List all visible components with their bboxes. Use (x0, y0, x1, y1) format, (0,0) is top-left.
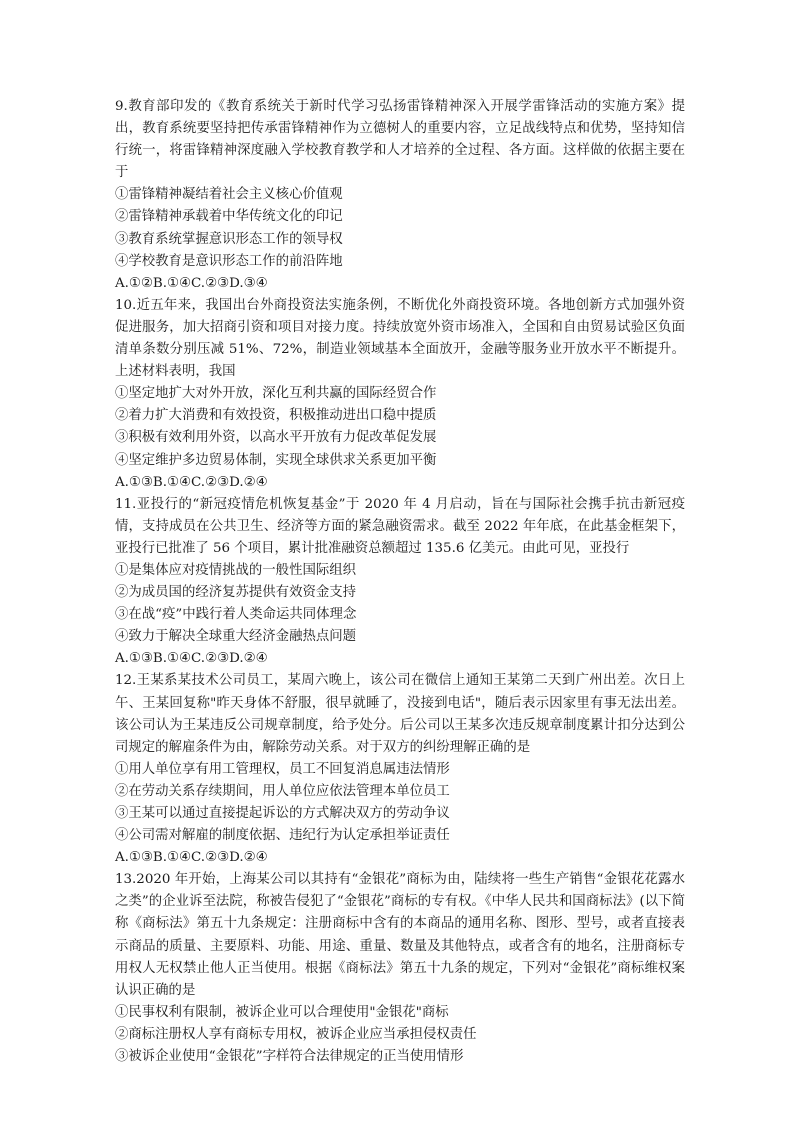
answer-choices: A.①③B.①④C.②③D.②④ (115, 651, 268, 667)
option: ④学校教育是意识形态工作的前沿阵地 (115, 253, 343, 269)
option: ③被诉企业使用“金银花”字样符合法律规定的正当使用情形 (115, 1049, 464, 1065)
question-12 (115, 670, 685, 869)
option: ①坚定地扩大对外开放，深化互利共赢的国际经贸合作 (115, 386, 437, 402)
option: ④坚定维护多边贸易体制，实现全球供求关系更加平衡 (115, 452, 437, 468)
option: ②为成员国的经济复苏提供有效资金支持 (115, 585, 357, 601)
question-10 (115, 295, 685, 494)
option: ④致力于解决全球重大经济金融热点问题 (115, 629, 357, 645)
question-stem: 11.亚投行的“新冠疫情危机恢复基金”于 2020 年 4 月启动，旨在与国际社会携手抗击新冠疫情，支持成员在公共卫生、经济等方面的紧急融资需求。截至 2022 年年底，在此基金框架下，亚投行已批准了 56 个项目，累计批准融资总额超过 135.6 亿美元。由此可见，亚投行 (115, 496, 685, 556)
question-list (115, 96, 685, 1068)
option: ①雷锋精神凝结着社会主义核心价值观 (115, 187, 343, 203)
option: ③教育系统掌握意识形态工作的领导权 (115, 231, 343, 247)
option: ②在劳动关系存续期间，用人单位应依法管理本单位员工 (115, 783, 450, 799)
option: ①民事权利有限制，被诉企业可以合理使用"金银花"商标 (115, 1004, 449, 1020)
option: ②商标注册权人享有商标专用权，被诉企业应当承担侵权责任 (115, 1026, 477, 1042)
option: ③积极有效利用外资，以高水平开放有力促改革促发展 (115, 430, 437, 446)
option: ①用人单位享有用工管理权，员工不回复消息属违法情形 (115, 761, 450, 777)
question-stem: 13.2020 年开始，上海某公司以其持有“金银花”商标为由，陆续将一些生产销售“金银花花露水之类”的企业诉至法院，称被告侵犯了“金银花”商标的专有权。《中华人民共和国商标法》(以下简称《商标法》第五十九条规定：注册商标中含有的本商品的通用名称、图形、型号，或者直接表示商品的质量、主要原料、功能、用途、重量、数量及其他特点，或者含有的地名，注册商标专用权人无权禁止他人正当使用。根据《商标法》第五十九条的规定，下列对“金银花”商标维权案认识正确的是 (115, 872, 685, 998)
question-stem: 12.王某系某技术公司员工，某周六晚上，该公司在微信上通知王某第二天到广州出差。次日上午、王某回复称"昨天身体不舒服，很早就睡了，没接到电话"，随后表示因家里有事无法出差。该公司认为王某违反公司规章制度，给予处分。后公司以王某多次违反规章制度累计扣分达到公司规定的解雇条件为由，解除劳动关系。对于双方的纠纷理解正确的是 (115, 673, 685, 755)
question-stem: 10.近五年来，我国出台外商投资法实施条例，不断优化外商投资环境。各地创新方式加强外资促进服务，加大招商引资和项目对接力度。持续放宽外资市场准入，全国和自由贸易试验区负面清单条数分别压减 51%、72%，制造业领域基本全面放开，金融等服务业开放水平不断提升。上述材料表明，我国 (115, 297, 685, 380)
option: ②雷锋精神承载着中华传统文化的印记 (115, 209, 343, 225)
option: ①是集体应对疫情挑战的一般性国际组织 (115, 562, 357, 578)
question-9 (115, 96, 685, 295)
option: ③王某可以通过直接提起诉讼的方式解决双方的劳动争议 (115, 806, 450, 821)
question-stem: 9.教育部印发的《教育系统关于新时代学习弘扬雷锋精神深入开展学雷锋活动的实施方案》提出，教育系统要坚持把传承雷锋精神作为立德树人的重要内容，立足战线特点和优势，坚持知信行统一，将雷锋精神深度融入学校教育教学和人才培养的全过程、各方面。这样做的依据主要在于 (115, 99, 685, 181)
option: ④公司需对解雇的制度依据、违纪行为认定承担举证责任 (115, 828, 450, 844)
question-13 (115, 869, 685, 1068)
answer-choices: A.①②B.①④C.②③D.③④ (115, 275, 268, 291)
answer-choices: A.①③B.①④C.②③D.②④ (115, 850, 268, 866)
option: ②着力扩大消费和有效投资，积极推动进出口稳中提质 (115, 408, 437, 424)
question-11 (115, 494, 685, 671)
option: ③在战“疫”中践行着人类命运共同体理念 (115, 607, 357, 623)
answer-choices: A.①③B.①④C.②③D.②④ (115, 474, 268, 490)
